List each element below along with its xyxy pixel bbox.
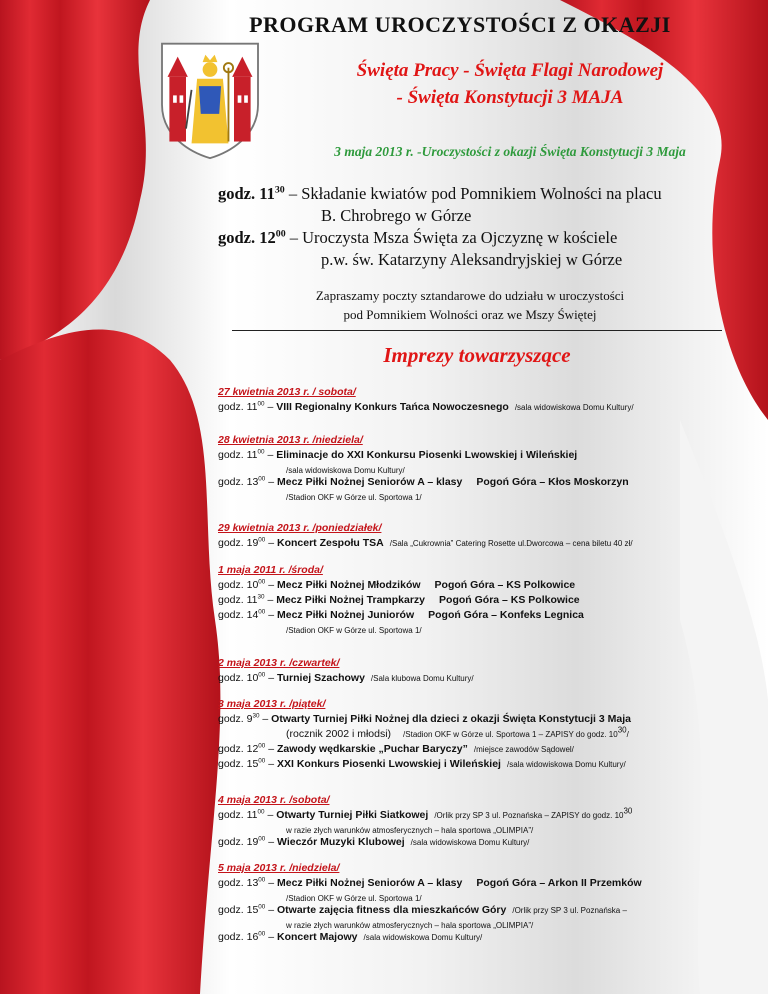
- event-teams: Pogoń Góra – KS Polkowice: [439, 594, 580, 606]
- event-day-date: 4 maja 2013 r. /sobota/: [218, 794, 330, 806]
- event-hour: godz. 10: [218, 579, 259, 591]
- main-event-2-dash: –: [285, 228, 303, 247]
- event-hour: godz. 10: [218, 672, 259, 684]
- event-name: Mecz Piłki Nożnej Trampkarzy: [276, 594, 426, 606]
- event-note: /sala widowiskowa Domu Kultury/: [286, 466, 405, 475]
- event-place: /Sala klubowa Domu Kultury/: [370, 674, 474, 683]
- event-row: [218, 876, 758, 891]
- event-day-date: 27 kwietnia 2013 r. / sobota/: [218, 386, 356, 398]
- event-place-minutes: 30: [623, 806, 633, 816]
- event-minutes: 30: [257, 593, 265, 601]
- event-dash: –: [265, 877, 277, 889]
- event-row: [218, 400, 758, 415]
- event-minutes: 00: [258, 536, 266, 544]
- event-name: Otwarte zajęcia fitness dla mieszkańców Góry: [277, 904, 507, 916]
- main-event-1-text1: Składanie kwiatów pod Pomnikiem Wolności na placu: [301, 184, 662, 203]
- event-minutes: 00: [257, 448, 265, 456]
- event-teams: Pogoń Góra – Arkon II Przemków: [476, 877, 642, 889]
- event-hour: godz. 19: [218, 836, 259, 848]
- event-dash: –: [265, 672, 277, 684]
- event-dash: –: [265, 476, 277, 488]
- event-row: [218, 593, 758, 608]
- event-teams: Pogoń Góra – Konfeks Legnica: [428, 609, 584, 621]
- event-minutes: 00: [258, 578, 266, 586]
- main-event-2: [218, 227, 758, 271]
- event-day: [218, 385, 758, 415]
- event-name: XXI Konkurs Piosenki Lwowskiej i Wileńskiej: [277, 758, 501, 770]
- event-name: VIII Regionalny Konkurs Tańca Nowoczesnego: [276, 401, 509, 413]
- event-row: [218, 808, 758, 823]
- event-minutes: 00: [258, 475, 266, 483]
- event-hour: godz. 14: [218, 609, 259, 621]
- event-minutes: 30: [252, 712, 260, 720]
- event-name: Wieczór Muzyki Klubowej: [277, 836, 405, 848]
- event-place: /sala widowiskowa Domu Kultury/: [506, 760, 626, 769]
- event-name: Turniej Szachowy: [277, 672, 365, 684]
- event-row: [218, 742, 758, 757]
- event-row: [218, 536, 758, 551]
- event-day: [218, 433, 758, 502]
- event-day-date: 28 kwietnia 2013 r. /niedziela/: [218, 434, 363, 446]
- event-row: [218, 608, 758, 623]
- event-hour: godz. 11: [218, 401, 258, 413]
- event-minutes: 00: [258, 835, 266, 843]
- event-name: Koncert Zespołu TSA: [277, 537, 384, 549]
- event-place: /Orlik przy SP 3 ul. Poznańska –: [512, 906, 627, 915]
- event-hour: godz. 11: [218, 809, 258, 821]
- event-name: Mecz Piłki Nożnej Młodzików: [277, 579, 421, 591]
- subtitle-line-2: - Święta Konstytucji 3 MAJA: [396, 87, 624, 108]
- event-dash: –: [265, 931, 277, 943]
- event-dash: –: [265, 579, 277, 591]
- event-hour: godz. 13: [218, 476, 259, 488]
- event-minutes: 00: [258, 876, 266, 884]
- event-subline-place: /Stadion OKF w Górze ul. Sportowa 1 – ZAPISY do godz. 10: [403, 730, 618, 739]
- event-day: [218, 793, 758, 850]
- event-name: Eliminacje do XXI Konkursu Piosenki Lwowskiej i Wileńskiej: [276, 449, 578, 461]
- event-name: Mecz Piłki Nożnej Seniorów A – klasy: [277, 476, 463, 488]
- event-subline: [218, 727, 758, 742]
- event-note: w razie złych warunków atmosferycznych – hala sportowa „OLIMPIA”/: [286, 921, 534, 930]
- event-name: Mecz Piłki Nożnej Seniorów A – klasy: [277, 877, 463, 889]
- event-subline-text: (rocznik 2002 i młodsi): [286, 728, 392, 740]
- main-event-1-text2: B. Chrobrego w Górze: [321, 206, 472, 225]
- event-note: /Stadion OKF w Górze ul. Sportowa 1/: [286, 894, 422, 903]
- event-dash: –: [265, 743, 277, 755]
- event-teams: Pogoń Góra – Kłos Moskorzyn: [476, 476, 629, 488]
- event-hour: godz. 11: [218, 449, 258, 461]
- event-name: Koncert Majowy: [277, 931, 358, 943]
- event-dash: –: [259, 713, 272, 725]
- event-hour: godz. 15: [218, 904, 259, 916]
- main-event-2-text1: Uroczysta Msza Święta za Ojczyznę w kościele: [302, 228, 618, 247]
- event-place: /sala widowiskowa Domu Kultury/: [514, 403, 634, 412]
- event-subline-place-end: /: [626, 730, 629, 739]
- event-teams: Pogoń Góra – KS Polkowice: [434, 579, 576, 591]
- event-row: [218, 757, 758, 772]
- event-day-date: 29 kwietnia 2013 r. /poniedziałek/: [218, 522, 382, 534]
- event-dash: –: [264, 809, 277, 821]
- event-dash: –: [265, 758, 277, 770]
- event-dash: –: [265, 537, 277, 549]
- event-minutes: 00: [258, 742, 266, 750]
- invitation-line-2: pod Pomnikiem Wolności oraz we Mszy Świętej: [343, 307, 597, 322]
- section-title: Imprezy towarzyszące: [383, 343, 571, 367]
- event-minutes: 00: [258, 608, 266, 616]
- event-minutes: 00: [257, 808, 265, 816]
- event-hour: godz. 9: [218, 713, 253, 725]
- event-day-date: 5 maja 2013 r. /niedziela/: [218, 862, 340, 874]
- event-day-date: 1 maja 2011 r. /środa/: [218, 564, 323, 576]
- event-note: /Stadion OKF w Górze ul. Sportowa 1/: [286, 626, 422, 635]
- invitation-line-1: Zapraszamy poczty sztandarowe do udziału w uroczystości: [315, 288, 625, 303]
- subtitle-line-1: Święta Pracy - Święta Flagi Narodowej: [356, 60, 664, 81]
- divider: [232, 330, 722, 331]
- event-day: [218, 656, 758, 686]
- event-dash: –: [265, 904, 277, 916]
- event-dash: –: [264, 594, 277, 606]
- event-row: [218, 578, 758, 593]
- event-day-date: 3 maja 2013 r. /piątek/: [218, 698, 326, 710]
- event-name: Zawody wędkarskie „Puchar Baryczy”: [277, 743, 468, 755]
- event-minutes: 00: [257, 400, 265, 408]
- event-place: /sala widowiskowa Domu Kultury/: [363, 933, 483, 942]
- event-name: Mecz Piłki Nożnej Juniorów: [277, 609, 415, 621]
- coat-of-arms-icon: [150, 40, 270, 160]
- event-place: /Orlik przy SP 3 ul. Poznańska – ZAPISY do godz. 10: [434, 811, 624, 820]
- event-day-date: 2 maja 2013 r. /czwartek/: [218, 657, 340, 669]
- event-minutes: 00: [258, 671, 266, 679]
- main-event-2-hour: godz. 12: [218, 228, 276, 247]
- event-day: [218, 521, 758, 551]
- event-day: [218, 563, 758, 635]
- main-event-1: [218, 183, 758, 227]
- event-minutes: 00: [258, 903, 266, 911]
- main-event-1-dash: –: [284, 184, 302, 203]
- event-place: /miejsce zawodów Sądowel/: [473, 745, 574, 754]
- event-minutes: 00: [258, 757, 266, 765]
- event-name: Otwarty Turniej Piłki Nożnej dla dzieci z okazji Święta Konstytucji 3 Maja: [271, 713, 631, 725]
- event-subline-place-minutes: 30: [617, 725, 627, 735]
- event-place: /sala widowiskowa Domu Kultury/: [410, 838, 530, 847]
- event-hour: godz. 15: [218, 758, 259, 770]
- event-dash: –: [265, 836, 277, 848]
- event-row: [218, 671, 758, 686]
- event-dash: –: [264, 449, 277, 461]
- ceremony-date-line: 3 maja 2013 r. -Uroczystości z okazji Święta Konstytucji 3 Maja: [334, 144, 686, 159]
- main-event-2-text2: p.w. św. Katarzyny Aleksandryjskiej w Górze: [321, 250, 623, 269]
- event-hour: godz. 13: [218, 877, 259, 889]
- event-dash: –: [264, 401, 277, 413]
- page-title: PROGRAM UROCZYSTOŚCI Z OKAZJI: [249, 12, 671, 37]
- event-row: [218, 930, 758, 945]
- event-hour: godz. 12: [218, 743, 259, 755]
- event-hour: godz. 11: [218, 594, 258, 606]
- event-hour: godz. 16: [218, 931, 259, 943]
- event-place: /Sala „Cukrownia” Catering Rosette ul.Dworcowa – cena biletu 40 zł/: [389, 539, 633, 548]
- main-event-1-hour: godz. 11: [218, 184, 275, 203]
- event-dash: –: [265, 609, 277, 621]
- event-hour: godz. 19: [218, 537, 259, 549]
- event-note: /Stadion OKF w Górze ul. Sportowa 1/: [286, 493, 422, 502]
- event-row: [218, 475, 758, 490]
- event-day: [218, 861, 758, 945]
- event-row: [218, 903, 758, 918]
- event-row: [218, 712, 758, 727]
- event-day: [218, 697, 758, 772]
- main-event-1-minutes: 30: [274, 184, 285, 196]
- main-event-2-minutes: 00: [275, 228, 286, 240]
- event-minutes: 00: [258, 930, 266, 938]
- event-row: [218, 835, 758, 850]
- invitation-text: [240, 286, 700, 324]
- event-row: [218, 448, 758, 463]
- event-note: w razie złych warunków atmosferycznych – hala sportowa „OLIMPIA”/: [286, 826, 534, 835]
- event-name: Otwarty Turniej Piłki Siatkowej: [276, 809, 429, 821]
